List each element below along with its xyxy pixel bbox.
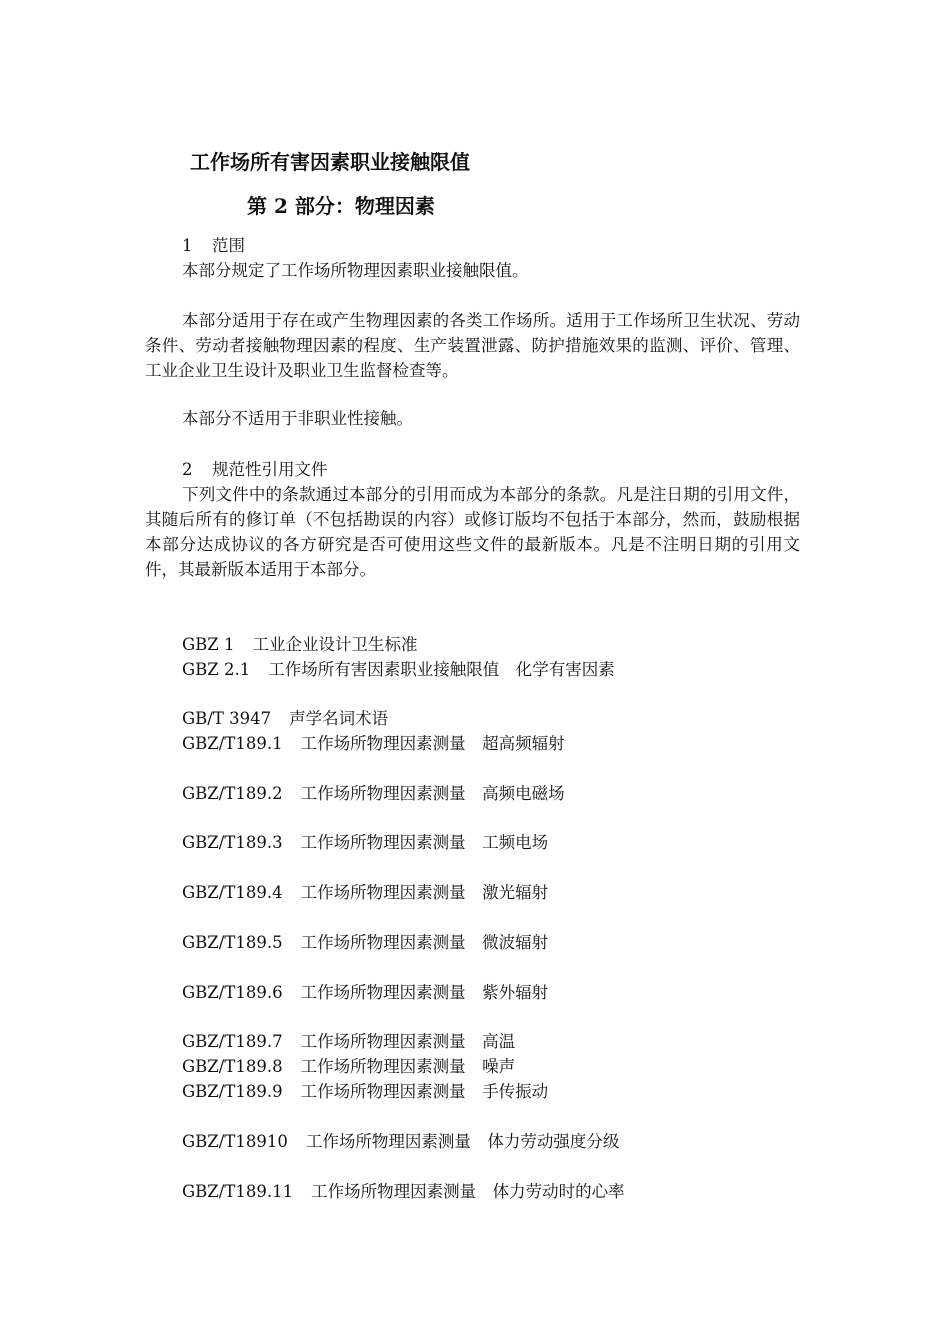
reference-item [182,733,565,755]
document-title: 工作场所有害因素职业接触限值 [190,150,470,174]
section-1-paragraph-applicability: 本部分适用于存在或产生物理因素的各类工作场所。适用于工作场所卫生状况、劳动条件、劳动者接触物理因素的程度、生产装置泄露、防护措施效果的监测、评价、管理、工业企业卫生设计及职业卫生监督检查等。 [145,311,800,380]
reference-code: GBZ/T189.6 [182,983,283,1002]
reference-item [182,634,418,656]
reference-title: 工作场所物理因素测量 超高频辐射 [300,734,565,753]
section-1-number: 1 [182,236,193,255]
reference-code: GBZ/T189.11 [182,1182,294,1201]
reference-item [182,1081,548,1103]
reference-item [182,1181,625,1203]
reference-item [182,932,548,954]
section-2-paragraph: 下列文件中的条款通过本部分的引用而成为本部分的条款。凡是注日期的引用文件，其随后所有的修订单（不包括勘误的内容）或修订版均不包括于本部分，然而，鼓励根据本部分达成协议的各方研究是否可使用这些文件的最新版本。凡是不注明日期的引用文件，其最新版本适用于本部分。 [145,485,800,579]
reference-code: GBZ/T189.9 [182,1082,283,1101]
reference-title: 声学名词术语 [289,709,389,728]
reference-title: 工作场所物理因素测量 工频电场 [300,833,549,852]
reference-code: GBZ 2.1 [182,660,251,679]
reference-item [182,832,548,854]
section-1-heading [182,235,245,257]
reference-title: 工作场所物理因素测量 激光辐射 [300,883,549,902]
reference-code: GBZ/T18910 [182,1132,288,1151]
reference-title: 工作场所物理因素测量 体力劳动时的心率 [311,1182,625,1201]
reference-code: GBZ/T189.7 [182,1032,283,1051]
reference-item [182,659,615,681]
reference-code: GBZ/T189.8 [182,1057,283,1076]
reference-code: GB/T 3947 [182,709,272,728]
reference-item [182,1031,515,1053]
reference-title: 工作场所物理因素测量 紫外辐射 [300,983,549,1002]
section-1-paragraph-exclusion: 本部分不适用于非职业性接触。 [182,409,413,428]
reference-item [182,1131,619,1153]
reference-item [182,882,548,904]
reference-code: GBZ/T189.3 [182,833,283,852]
reference-item [182,982,548,1004]
section-1-scope-line: 本部分规定了工作场所物理因素职业接触限值。 [182,261,529,280]
reference-code: GBZ/T189.1 [182,734,283,753]
reference-title: 工作场所物理因素测量 微波辐射 [300,933,549,952]
section-1-title: 范围 [212,236,245,255]
reference-title: 工作场所有害因素职业接触限值 化学有害因素 [268,660,615,679]
reference-item [182,708,388,730]
section-2-heading [182,459,328,481]
reference-title: 工作场所物理因素测量 高频电磁场 [300,784,565,803]
section-2-number: 2 [182,460,193,479]
reference-code: GBZ/T189.2 [182,784,283,803]
reference-title: 工业企业设计卫生标准 [252,635,418,654]
reference-title: 工作场所物理因素测量 手传振动 [300,1082,549,1101]
reference-title: 工作场所物理因素测量 高温 [300,1032,516,1051]
document-subtitle: 第 2 部分：物理因素 [247,194,435,218]
reference-code: GBZ 1 [182,635,235,654]
reference-item [182,1056,515,1078]
reference-code: GBZ/T189.5 [182,933,283,952]
reference-item [182,783,565,805]
section-2-title: 规范性引用文件 [212,460,328,479]
reference-code: GBZ/T189.4 [182,883,283,902]
reference-title: 工作场所物理因素测量 噪声 [300,1057,516,1076]
reference-title: 工作场所物理因素测量 体力劳动强度分级 [305,1132,620,1151]
